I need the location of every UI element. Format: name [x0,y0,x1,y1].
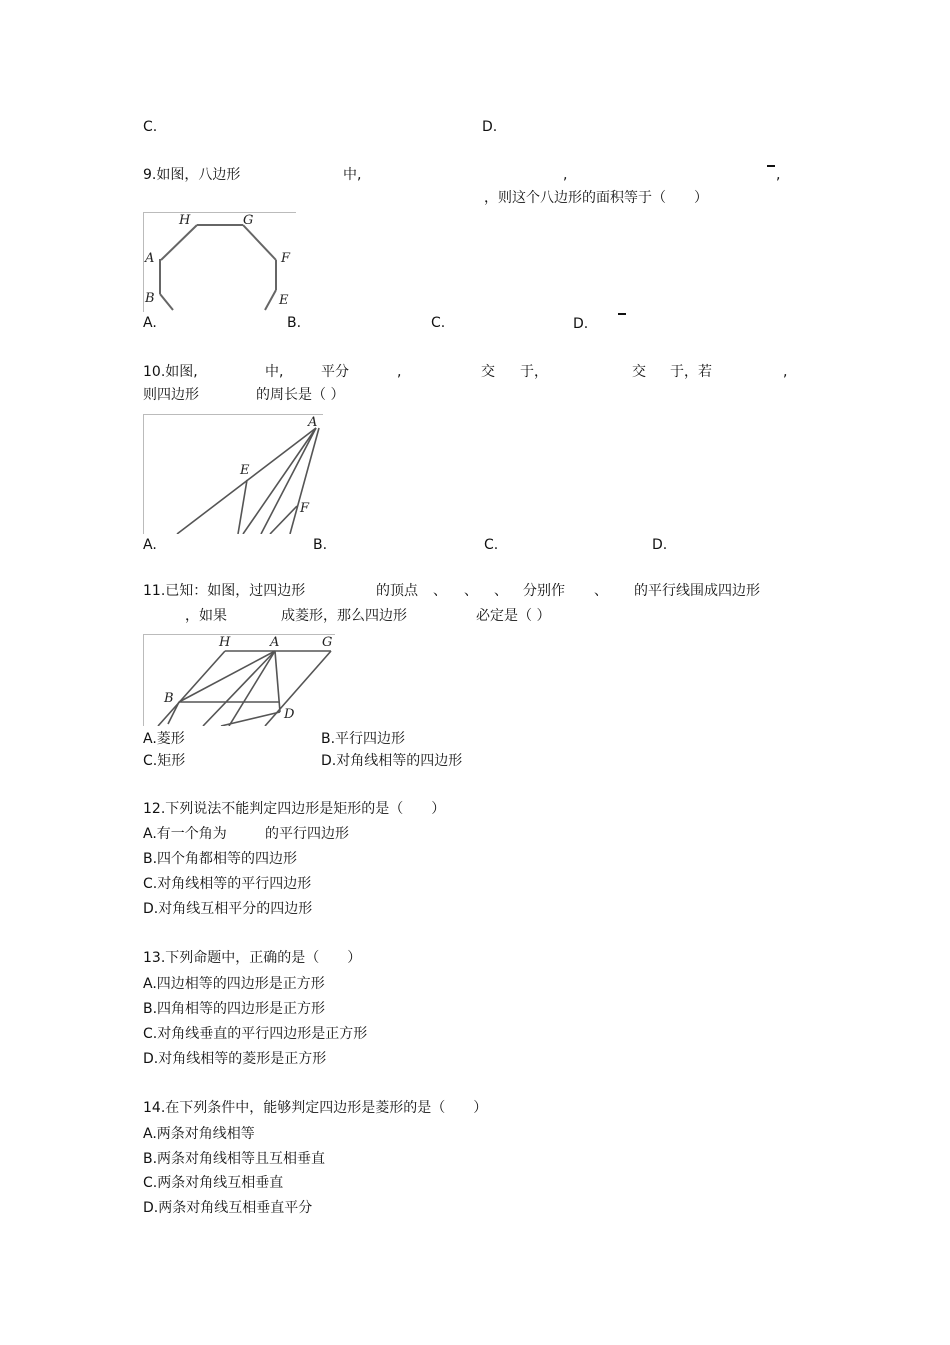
figure-top-border [143,414,323,415]
q8-option-c: C. [143,119,158,135]
figure-left-border [143,634,144,726]
q9-label-e: E [279,293,289,308]
q10-stem-part-9: , [783,364,788,380]
q11-stem-part-11: 必定是（ ） [476,608,551,624]
q12-option-a-part-2: 的平行四边形 [265,826,349,842]
q9-label-h: H [179,213,191,228]
q9-stem-part-4: , [776,167,781,183]
q10-stem-part-3: 平分 [321,364,349,380]
q11-stem-part-8: 的平行线围成四边形 [634,583,760,599]
q10-stem-part-10: 则四边形 [143,387,199,403]
q11-option-a: A.菱形 [143,731,185,747]
q9-stem-part-1: 9.如图，八边形 [143,167,241,183]
q9-label-g: G [243,213,254,228]
q10-label-e: E [240,463,250,478]
q10-option-b: B. [313,537,328,553]
q11-option-d: D.对角线相等的四边形 [321,753,463,769]
q9-label-f: F [281,251,291,266]
q10-stem-part-2: 中, [265,364,284,380]
q10-option-d: D. [652,537,668,553]
q9-overline-mark [767,165,775,167]
q11-stem-part-6: 分别作 [523,583,565,599]
q11-label-a: A [270,635,280,650]
figure-top-border [143,212,296,213]
q10-figure [143,414,323,534]
q14-option-a: A.两条对角线相等 [143,1126,255,1142]
q14-option-d: D.两条对角线互相垂直平分 [143,1200,313,1216]
q9-option-d-overline-mark [618,313,626,315]
q9-option-b: B. [287,315,302,331]
q10-stem-part-6: 于， [520,364,548,380]
q11-stem-part-5: 、 [494,583,508,599]
q12-option-d: D.对角线互相平分的四边形 [143,901,313,917]
q12-option-c: C.对角线相等的平行四边形 [143,876,312,892]
q10-stem-part-11: 的周长是（ ） [256,387,345,403]
q9-option-a: A. [143,315,157,331]
q10-option-c: C. [484,537,499,553]
q11-label-h: H [219,635,231,650]
q10-stem-part-1: 10.如图, [143,364,198,380]
q12-option-b: B.四个角都相等的四边形 [143,851,298,867]
q11-stem-part-2: 的顶点 [376,583,418,599]
q11-label-b: B [164,691,174,706]
q13-stem: 13.下列命题中，正确的是（ ） [143,950,362,966]
q14-option-b: B.两条对角线相等且互相垂直 [143,1151,326,1167]
q13-option-a: A.四边相等的四边形是正方形 [143,976,325,992]
q11-stem-part-7: 、 [594,583,608,599]
q10-stem-part-5: 交 [481,364,495,380]
q11-stem-part-1: 11.已知：如图，过四边形 [143,583,306,599]
q13-option-d: D.对角线相等的菱形是正方形 [143,1051,327,1067]
q9-stem-part-2: 中, [343,167,362,183]
q8-option-d: D. [482,119,498,135]
q14-stem: 14.在下列条件中，能够判定四边形是菱形的是（ ） [143,1100,488,1116]
q9-label-b: B [145,291,155,306]
q11-stem-part-3: 、 [433,583,447,599]
q11-label-d: D [284,707,295,722]
q10-option-a: A. [143,537,157,553]
q9-option-d: D. [573,316,589,332]
q9-option-c: C. [431,315,446,331]
q9-label-a: A [145,251,155,266]
q11-figure [143,634,335,726]
q11-option-c: C.矩形 [143,753,186,769]
q9-octagon-figure [143,212,296,312]
q11-stem-part-9: ，如果 [185,608,227,624]
q14-option-c: C.两条对角线互相垂直 [143,1175,284,1191]
q10-stem-part-7: 交 [632,364,646,380]
q11-option-b: B.平行四边形 [321,731,406,747]
figure-left-border [143,212,144,312]
figure-top-border [143,634,335,635]
q11-stem-part-4: 、 [464,583,478,599]
q9-stem-part-3: , [563,167,568,183]
q13-option-b: B.四角相等的四边形是正方形 [143,1001,326,1017]
q13-option-c: C.对角线垂直的平行四边形是正方形 [143,1026,368,1042]
q11-stem-part-10: 成菱形，那么四边形 [281,608,407,624]
figure-left-border [143,414,144,534]
q12-option-a-part-1: A.有一个角为 [143,826,227,842]
q10-label-f: F [300,501,310,516]
q11-label-g: G [322,635,333,650]
q12-stem: 12.下列说法不能判定四边形是矩形的是（ ） [143,801,446,817]
q10-label-a: A [308,415,318,430]
q10-stem-part-8: 于，若 [670,364,712,380]
q10-stem-part-4: , [397,364,402,380]
q9-stem-part-5: ，则这个八边形的面积等于（ ） [484,190,708,206]
